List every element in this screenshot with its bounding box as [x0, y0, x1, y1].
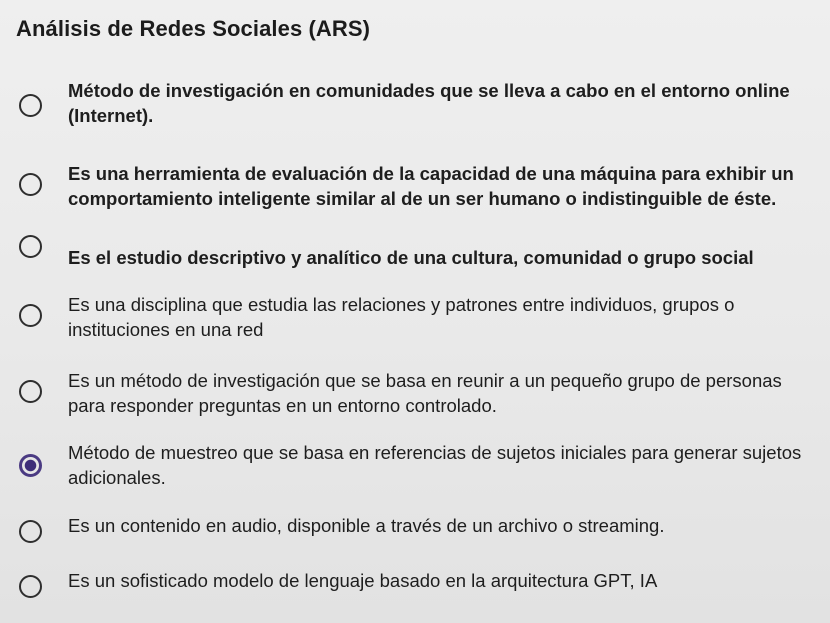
- option-7-label: Es un contenido en audio, disponible a través de un archivo o streaming.: [68, 515, 665, 536]
- option-8-label: Es un sofisticado modelo de lenguaje basado en la arquitectura GPT, IA: [68, 570, 658, 591]
- radio-button-7[interactable]: [19, 520, 42, 543]
- option-1-label: Método de investigación en comunidades que se lleva a cabo en el entorno online (Internet).: [68, 80, 790, 126]
- radio-button-2[interactable]: [19, 173, 42, 196]
- option-4-label: Es una disciplina que estudia las relaciones y patrones entre individuos, grupos o instituciones en una red: [68, 294, 735, 340]
- radio-button-6-selected[interactable]: [19, 454, 42, 477]
- radio-button-4[interactable]: [19, 304, 42, 327]
- radio-button-1[interactable]: [19, 94, 42, 117]
- option-6-label: Método de muestreo que se basa en referencias de sujetos iniciales para generar sujetos adicionales.: [68, 442, 802, 488]
- option-2-label: Es una herramienta de evaluación de la capacidad de una máquina para exhibir un comportamiento inteligente similar al de un ser humano o indistinguible de éste.: [68, 163, 794, 209]
- radio-button-3[interactable]: [19, 235, 42, 258]
- radio-button-8[interactable]: [19, 575, 42, 598]
- option-3-label: Es el estudio descriptivo y analítico de una cultura, comunidad o grupo social: [68, 247, 754, 268]
- question-title: Análisis de Redes Sociales (ARS): [16, 16, 371, 41]
- option-5-label: Es un método de investigación que se basa en reunir a un pequeño grupo de personas para responder preguntas en un entorno controlado.: [68, 370, 782, 416]
- radio-button-5[interactable]: [19, 380, 42, 403]
